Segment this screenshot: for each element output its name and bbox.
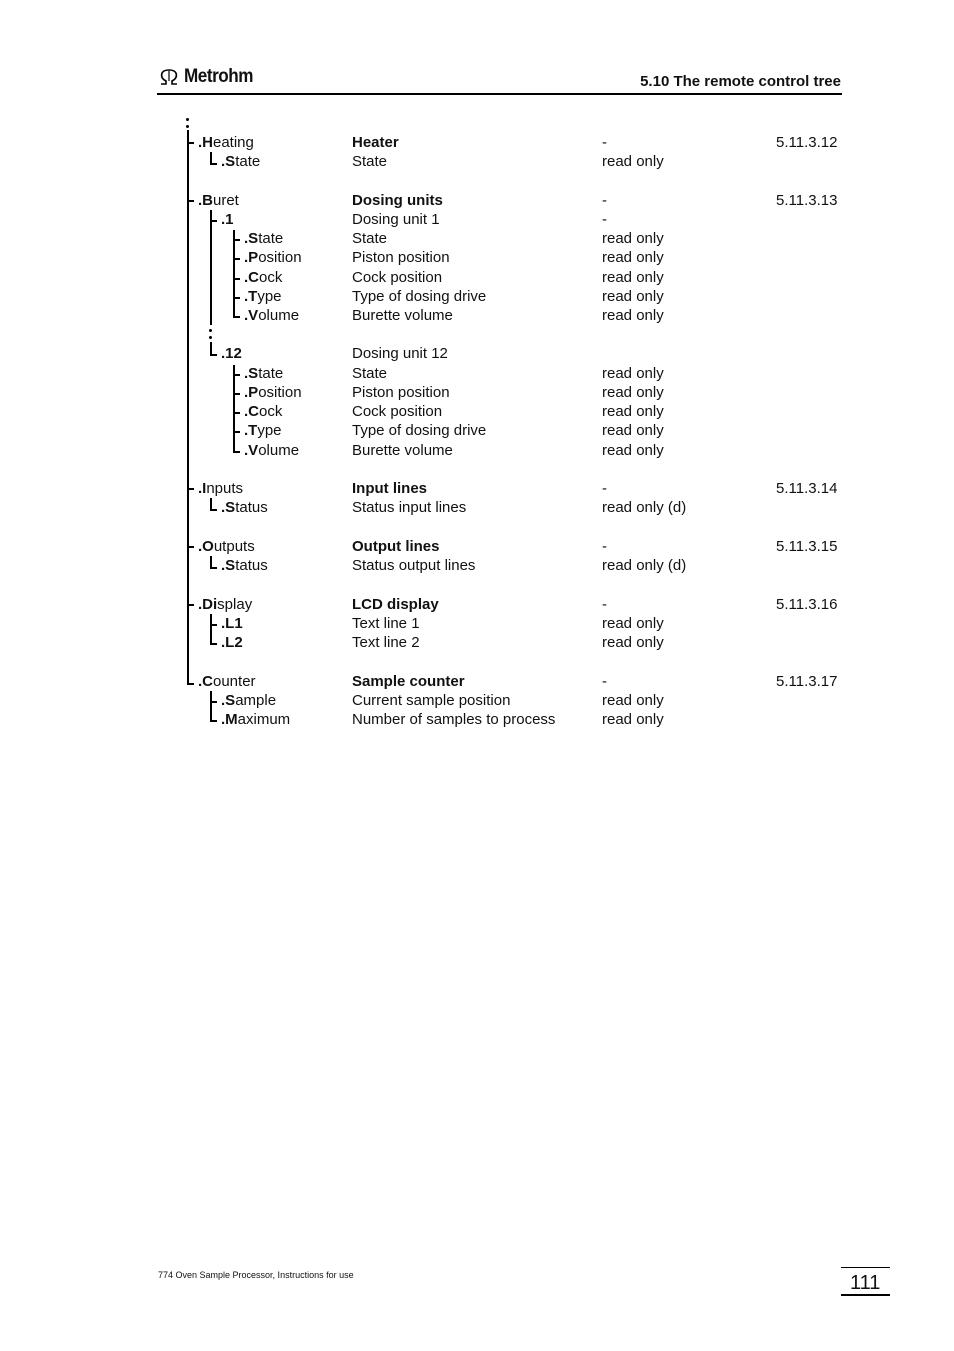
section-title: 5.10 The remote control tree xyxy=(640,73,841,90)
footer-doc-title: 774 Oven Sample Processor, Instructions for use xyxy=(158,1270,354,1280)
node-name xyxy=(244,287,282,306)
node-name-rest: olume xyxy=(258,442,300,459)
tree-row xyxy=(0,633,954,652)
subtree-branch xyxy=(210,354,217,356)
tree-row xyxy=(0,210,954,229)
node-name-initial: .I xyxy=(198,480,207,497)
node-name xyxy=(244,268,282,287)
node-name-initial: .S xyxy=(244,230,259,247)
tree-row xyxy=(0,248,954,267)
subtree-branch xyxy=(210,643,217,645)
node-name-rest: nputs xyxy=(206,480,244,497)
node-access: - xyxy=(602,211,607,228)
node-description: Heater xyxy=(352,134,399,151)
node-name-rest: ype xyxy=(257,422,282,439)
tree-row xyxy=(0,191,954,210)
node-name xyxy=(221,344,242,363)
subtree-branch xyxy=(210,701,217,703)
subtree-branch xyxy=(210,163,217,165)
node-description: Number of samples to process xyxy=(352,711,556,728)
subtree-branch xyxy=(233,374,240,376)
node-name-initial: .C xyxy=(198,673,213,690)
node-name-initial: .M xyxy=(221,711,238,728)
subtree-branch xyxy=(210,220,217,222)
node-description: LCD display xyxy=(352,596,439,613)
node-name xyxy=(221,691,276,710)
node-access: read only xyxy=(602,269,664,286)
node-name xyxy=(221,556,268,575)
node-description: Cock position xyxy=(352,403,443,420)
node-access: - xyxy=(602,480,607,497)
node-name-rest: osition xyxy=(258,384,302,401)
node-access: read only xyxy=(602,711,664,728)
tree-row xyxy=(0,441,954,460)
subtree-branch xyxy=(210,567,217,569)
subtree-line xyxy=(210,614,212,644)
node-name-rest: eating xyxy=(213,134,254,151)
node-description: State xyxy=(352,365,388,382)
subtree-branch xyxy=(233,278,240,280)
tree-branch xyxy=(187,546,194,548)
node-access: read only xyxy=(602,230,664,247)
tree-row xyxy=(0,383,954,402)
node-reference: 5.11.3.14 xyxy=(776,480,838,497)
node-reference: 5.11.3.17 xyxy=(776,673,838,690)
tree-row xyxy=(0,498,954,517)
subtree-branch xyxy=(233,451,240,453)
tree-branch xyxy=(187,604,194,606)
node-name-initial: .12 xyxy=(221,345,242,362)
node-description: Type of dosing drive xyxy=(352,288,487,305)
node-name-rest: utputs xyxy=(213,538,255,555)
node-access: read only xyxy=(602,365,664,382)
tree-row xyxy=(0,614,954,633)
node-name xyxy=(244,441,299,460)
node-name-rest: ype xyxy=(257,288,282,305)
node-name xyxy=(221,633,243,652)
tree-row xyxy=(0,691,954,710)
node-description: Type of dosing drive xyxy=(352,422,487,439)
node-name xyxy=(221,498,268,517)
node-description: Dosing units xyxy=(352,192,443,209)
tree-row xyxy=(0,710,954,729)
node-access: read only (d) xyxy=(602,499,687,516)
tree-row xyxy=(0,229,954,248)
node-name xyxy=(198,672,256,691)
node-description: Piston position xyxy=(352,249,450,266)
node-access: read only xyxy=(602,422,664,439)
node-description: Piston position xyxy=(352,384,450,401)
node-name-initial: .S xyxy=(244,365,259,382)
node-description: Text line 2 xyxy=(352,634,420,651)
node-access: - xyxy=(602,134,607,151)
node-access: read only (d) xyxy=(602,557,687,574)
node-name-initial: .V xyxy=(244,442,259,459)
tree-row xyxy=(0,556,954,575)
node-access: read only xyxy=(602,288,664,305)
subtree-branch xyxy=(233,393,240,395)
node-reference: 5.11.3.13 xyxy=(776,192,838,209)
subtree-branch xyxy=(210,624,217,626)
node-reference: 5.11.3.12 xyxy=(776,134,838,151)
node-description: State xyxy=(352,230,388,247)
node-name-rest: ock xyxy=(259,403,283,420)
node-reference: 5.11.3.15 xyxy=(776,538,838,555)
node-name xyxy=(221,710,290,729)
subtree-line xyxy=(210,210,212,325)
node-access: read only xyxy=(602,384,664,401)
node-name xyxy=(244,421,282,440)
node-name-initial: .C xyxy=(244,269,259,286)
node-name-initial: .S xyxy=(221,153,236,170)
tree-branch xyxy=(187,200,194,202)
node-name-rest: osition xyxy=(258,249,302,266)
tree-row xyxy=(0,287,954,306)
node-name xyxy=(198,479,243,498)
tree-row xyxy=(0,268,954,287)
node-access: read only xyxy=(602,307,664,324)
node-name-rest: aximum xyxy=(237,711,291,728)
tree-row xyxy=(0,402,954,421)
node-name-initial: .P xyxy=(244,384,259,401)
tree-row xyxy=(0,537,954,556)
subtree-branch xyxy=(210,509,217,511)
node-description: Input lines xyxy=(352,480,427,497)
node-access: - xyxy=(602,538,607,555)
subtree-line xyxy=(233,230,235,317)
node-description: Status input lines xyxy=(352,499,467,516)
node-name-rest: tate xyxy=(258,230,284,247)
subtree-branch xyxy=(233,412,240,414)
node-access: - xyxy=(602,596,607,613)
subtree-ellipsis-dot xyxy=(209,336,212,339)
node-name-initial: .L1 xyxy=(221,615,243,632)
node-description: Dosing unit 1 xyxy=(352,211,440,228)
tree-branch-end xyxy=(187,683,194,685)
node-access: read only xyxy=(602,692,664,709)
tree-row xyxy=(0,152,954,171)
node-name-initial: .S xyxy=(221,499,236,516)
node-name xyxy=(221,152,260,171)
node-name-initial: .V xyxy=(244,307,259,324)
node-name-initial: .B xyxy=(198,192,213,209)
tree-row xyxy=(0,479,954,498)
metrohm-omega-icon xyxy=(158,68,180,86)
node-name-rest: uret xyxy=(213,192,239,209)
tree-ellipsis-dot xyxy=(186,125,189,128)
page-number-bottom-rule xyxy=(841,1294,890,1296)
node-name-rest: tate xyxy=(235,153,261,170)
tree-ellipsis-dot xyxy=(186,118,189,121)
logo xyxy=(158,66,261,88)
subtree-line xyxy=(233,365,235,452)
header-rule xyxy=(157,93,842,95)
logo-text: Metrohm xyxy=(184,66,254,87)
node-name-initial: .H xyxy=(198,134,213,151)
node-description: Burette volume xyxy=(352,307,453,324)
tree-row xyxy=(0,595,954,614)
node-name-initial: .P xyxy=(244,249,259,266)
subtree-ellipsis-dot xyxy=(209,329,212,332)
subtree-branch xyxy=(233,316,240,318)
node-name xyxy=(198,537,255,556)
node-name-initial: .T xyxy=(244,422,258,439)
node-name-rest: ock xyxy=(259,269,283,286)
tree-row xyxy=(0,364,954,383)
node-name-initial: .1 xyxy=(221,211,234,228)
node-access: read only xyxy=(602,615,664,632)
node-name xyxy=(244,229,283,248)
page-number-top-rule xyxy=(841,1267,890,1268)
node-name xyxy=(221,210,234,229)
node-name-initial: .L2 xyxy=(221,634,243,651)
subtree-branch xyxy=(233,297,240,299)
tree-row xyxy=(0,133,954,152)
node-description: Text line 1 xyxy=(352,615,420,632)
node-access: read only xyxy=(602,403,664,420)
node-description: Status output lines xyxy=(352,557,476,574)
tree-branch xyxy=(187,142,194,144)
node-name-initial: .S xyxy=(221,692,236,709)
subtree-line xyxy=(210,691,212,721)
subtree-branch xyxy=(233,431,240,433)
node-name xyxy=(244,248,302,267)
node-access: - xyxy=(602,192,607,209)
node-name xyxy=(198,595,252,614)
node-name-initial: .Di xyxy=(198,596,218,613)
tree-trunk-line xyxy=(187,130,189,684)
node-name xyxy=(244,364,283,383)
tree-row xyxy=(0,306,954,325)
node-name xyxy=(244,383,302,402)
node-access: read only xyxy=(602,249,664,266)
tree-row xyxy=(0,344,954,363)
node-description: Cock position xyxy=(352,269,443,286)
node-name-rest: ample xyxy=(235,692,277,709)
node-access: - xyxy=(602,673,607,690)
node-name-initial: .T xyxy=(244,288,258,305)
node-description: Burette volume xyxy=(352,442,453,459)
node-description: Current sample position xyxy=(352,692,511,709)
subtree-branch xyxy=(210,720,217,722)
node-access: read only xyxy=(602,153,664,170)
node-name-initial: .C xyxy=(244,403,259,420)
node-name-rest: ounter xyxy=(213,673,256,690)
node-access: read only xyxy=(602,634,664,651)
node-name xyxy=(221,614,243,633)
node-description: State xyxy=(352,153,388,170)
node-description: Sample counter xyxy=(352,673,465,690)
tree-branch xyxy=(187,488,194,490)
node-name-rest: tatus xyxy=(235,557,268,574)
subtree-branch xyxy=(233,258,240,260)
node-description: Output lines xyxy=(352,538,440,555)
subtree-branch xyxy=(233,239,240,241)
node-name-rest: tatus xyxy=(235,499,268,516)
tree-row xyxy=(0,421,954,440)
node-reference: 5.11.3.16 xyxy=(776,596,838,613)
node-name xyxy=(244,402,282,421)
page-number: 111 xyxy=(850,1272,881,1294)
node-name-rest: tate xyxy=(258,365,284,382)
node-name-initial: .S xyxy=(221,557,236,574)
node-description: Dosing unit 12 xyxy=(352,345,448,362)
tree-row xyxy=(0,672,954,691)
node-name xyxy=(198,191,239,210)
node-name-rest: splay xyxy=(217,596,253,613)
node-name xyxy=(198,133,254,152)
node-name-rest: olume xyxy=(258,307,300,324)
node-name xyxy=(244,306,299,325)
node-access: read only xyxy=(602,442,664,459)
node-name-initial: .O xyxy=(198,538,214,555)
